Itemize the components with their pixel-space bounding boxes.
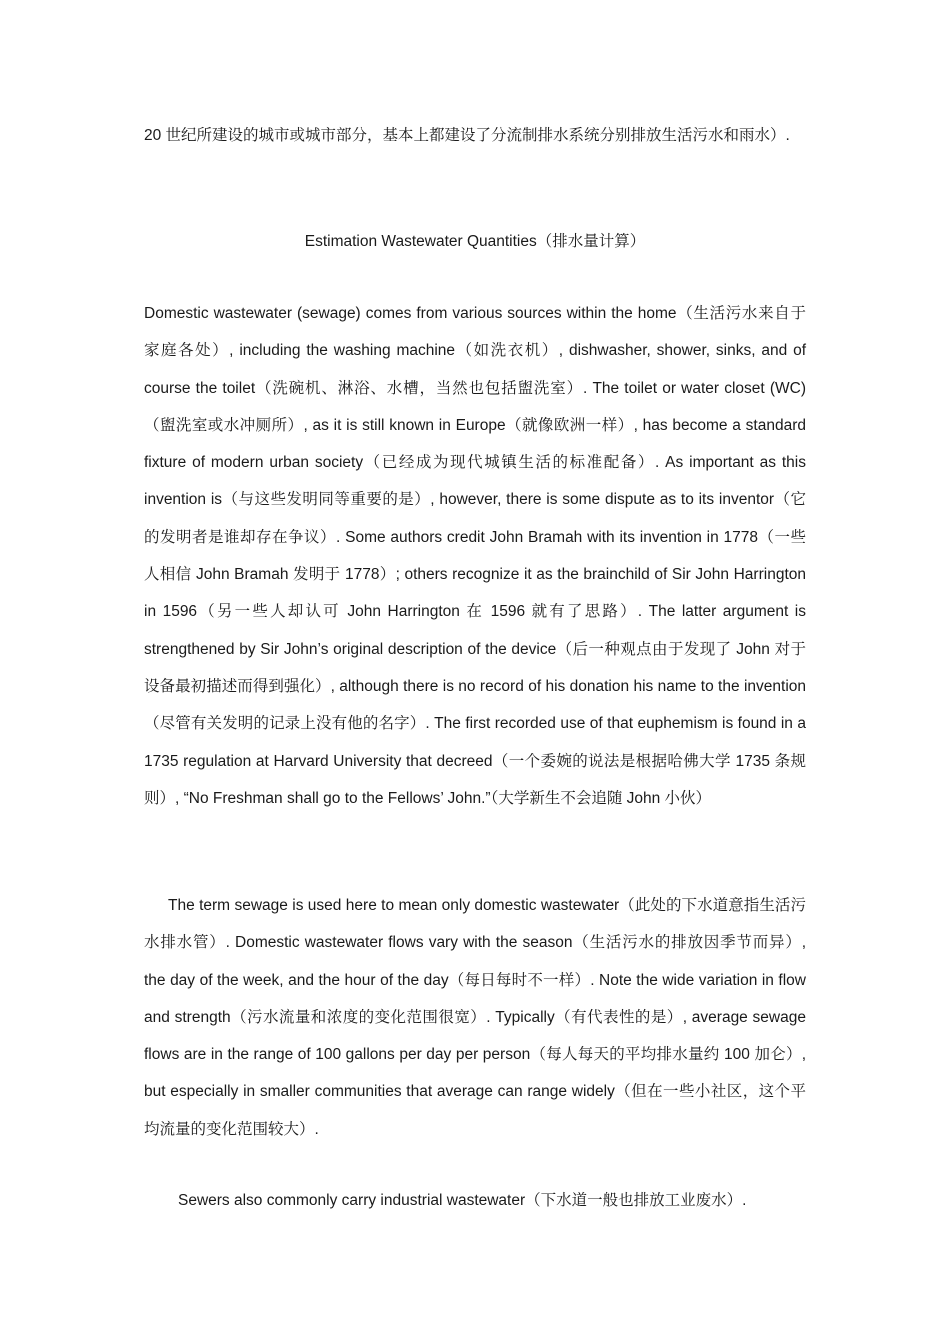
domestic-wastewater-paragraph: Domestic wastewater (sewage) comes from various sources within the home（生活污水来自于家庭各处）, including the washing machine（如洗衣机）, dishwasher, shower, sinks, and of course the toilet（洗碗机、淋浴、水槽，当然也包括盥洗室）. The toilet or water closet (WC)（盥洗室或水冲厕所）, as it is still known in Europe（就像欧洲一样）, has become a standard fixture of modern urban society（已经成为现代城镇生活的标准配备）. As important as this invention is（与这些发明同等重要的是）, however, there is some dispute as to its inventor（它的发明者是谁却存在争议）. Some authors credit John Bramah with its invention in 1778（一些人相信 John Bramah 发明于 1778）; others recognize it as the brainchild of Sir John Harrington in 1596（另一些人却认可 John Harrington 在 1596 就有了思路）. The latter argument is strengthened by Sir John’s original description of the device（后一种观点由于发现了 John 对于设备最初描述而得到强化）, although there is no record of his donation his name to the invention（尽管有关发明的记录上没有他的名字）. The first recorded use of that euphemism is found in a 1735 regulation at Harvard University that decreed（一个委婉的说法是根据哈佛大学 1735 条规则）, “No Freshman shall go to the Fellows’ John.”（大学新生不会追随 John 小伙）	[144, 305, 806, 807]
intro-paragraph: 20 世纪所建设的城市或城市部分，基本上都建设了分流制排水系统分别排放生活污水和雨水）.	[144, 127, 790, 144]
section-heading: Estimation Wastewater Quantities（排水量计算）	[304, 233, 646, 250]
industrial-wastewater-paragraph: Sewers also commonly carry industrial wastewater（下水道一般也排放工业废水）.	[178, 1192, 747, 1209]
sewage-term-paragraph: The term sewage is used here to mean only domestic wastewater（此处的下水道意指生活污水排水管）. Domestic wastewater flows vary with the season（生活污水的排放因季节而异）, the day of the week, and the hour of the day（每日每时不一样）. Note the wide variation in flow and strength（污水流量和浓度的变化范围很宽）. Typically（有代表性的是）, average sewage flows are in the range of 100 gallons per day per person（每人每天的平均排水量约 100 加仑）, but especially in smaller communities that average can range widely（但在一些小社区，这个平均流量的变化范围较大）.	[144, 897, 806, 1138]
